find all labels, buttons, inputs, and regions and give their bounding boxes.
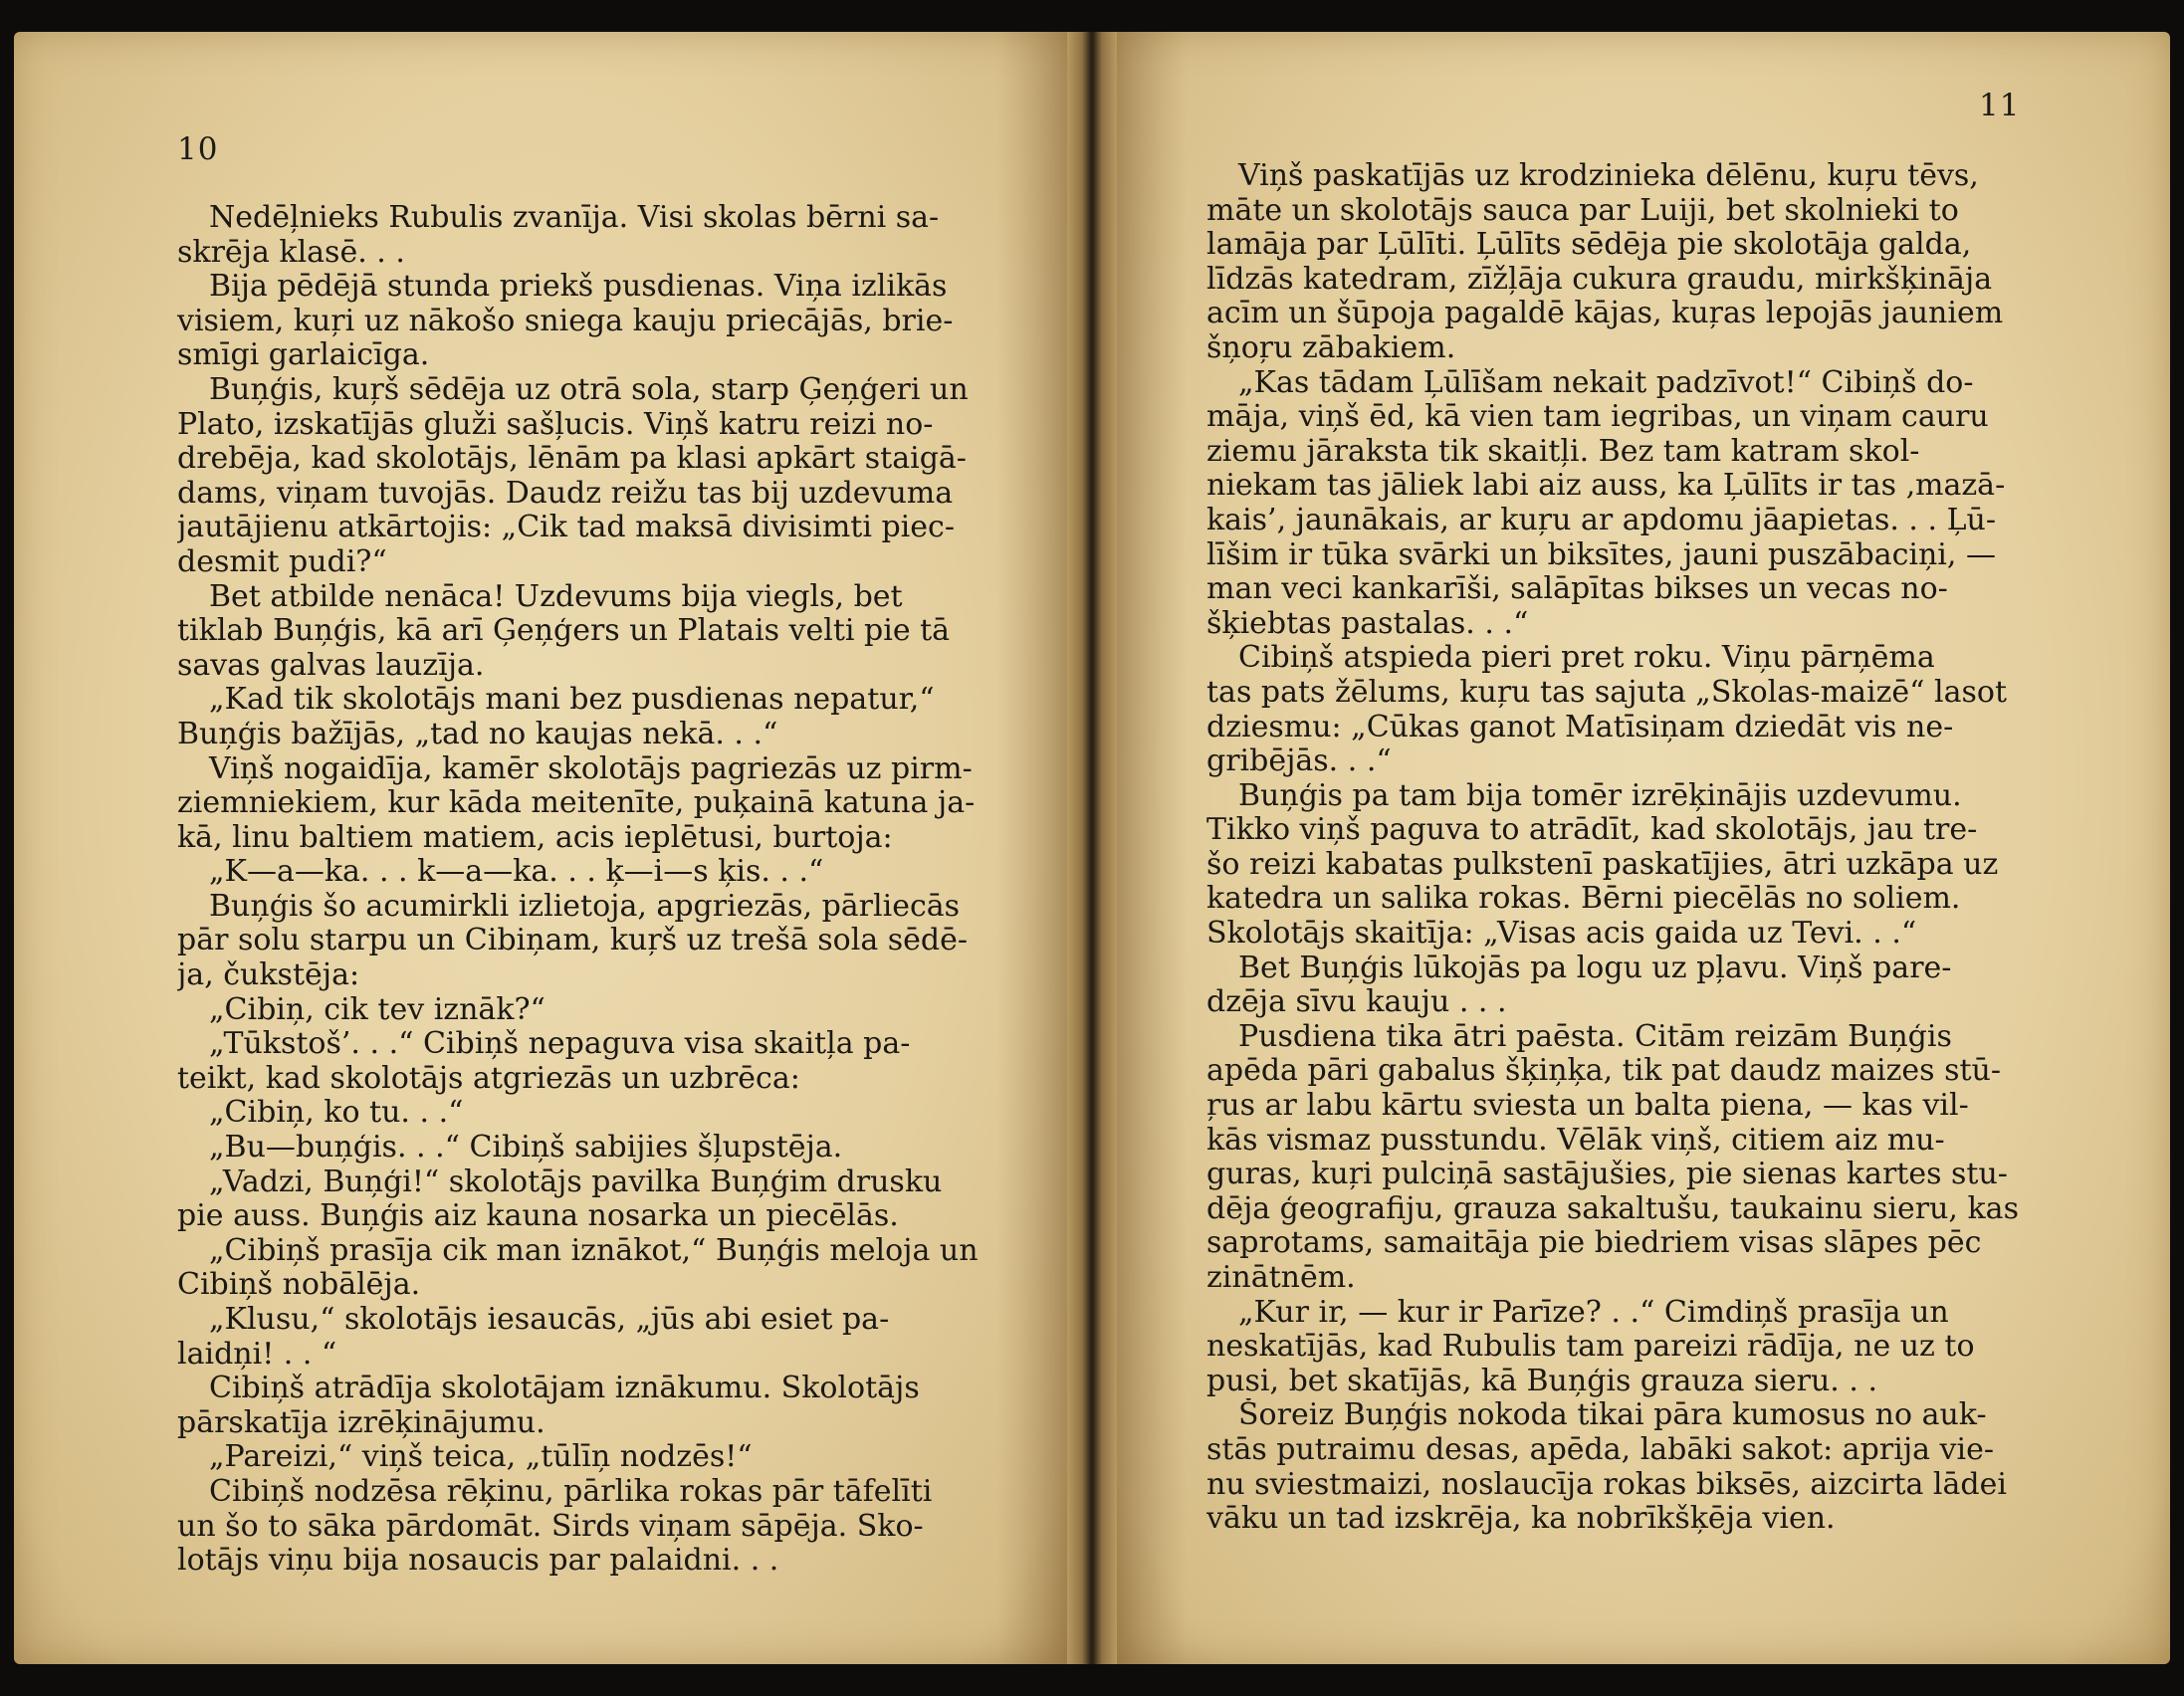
- text-line: katedra un salika rokas. Bērni piecēlās no soliem.: [1206, 882, 1961, 917]
- text-line: man veci kankarīši, salāpītas bikses un vecas no-: [1206, 572, 1948, 607]
- text-line: pārskatīja izrēķinājumu.: [177, 1405, 546, 1440]
- text-line: niekam tas jāliek labi aiz auss, ka Ļūlīts ir tas ‚mazā-: [1206, 469, 2006, 504]
- text-line: Viņš paskatījās uz krodzinieka dēlēnu, kuŗu tēvs,: [1238, 159, 1979, 193]
- page-number: 11: [1979, 88, 2021, 123]
- text-line: Buņģis, kuŗš sēdēja uz otrā sola, starp Ģeņģeri un: [209, 372, 969, 407]
- text-line: Tikko viņš paguva to atrādīt, kad skolotājs, jau tre-: [1206, 813, 1978, 848]
- text-line: Cibiņš nodzēsa rēķinu, pārlika rokas pār tāfelīti: [209, 1474, 933, 1509]
- text-line: „Tūkstoš’. . .“ Cibiņš nepaguva visa skaitļa pa-: [209, 1027, 911, 1062]
- text-line: kais’, jaunākais, ar kuŗu ar apdomu jāapietas. . . Ļū-: [1206, 503, 1996, 537]
- text-line: „Klusu,“ skolotājs iesaucās, „jūs abi esiet pa-: [209, 1303, 890, 1337]
- text-line: Viņš nogaidīja, kamēr skolotājs pagriezās uz pirm-: [209, 751, 973, 786]
- page-number: 10: [177, 131, 219, 167]
- text-line: pār solu starpu un Cibiņam, kuŗš uz trešā sola sēdē-: [177, 924, 968, 958]
- text-line: pusi, bet skatījās, kā Buņģis grauza sieru. . .: [1206, 1364, 1877, 1398]
- text-line: māte un skolotājs sauca par Luiji, bet skolnieki to: [1206, 193, 1959, 228]
- text-line: lamāja par Ļūlīti. Ļūlīts sēdēja pie skolotāja galda,: [1206, 228, 1972, 263]
- text-line: ja, čukstēja:: [177, 958, 360, 993]
- text-line: un šo to sāka pārdomāt. Sirds viņam sāpēja. Sko-: [177, 1509, 924, 1544]
- text-line: pie auss. Buņģis aiz kauna nosarka un piecēlās.: [177, 1199, 899, 1234]
- text-line: laidņi! . . “: [177, 1337, 337, 1372]
- text-line: Plato, izskatījās gluži sašļucis. Viņš katru reizi no-: [177, 407, 934, 442]
- page-text: [1206, 159, 2021, 1537]
- text-line: šķiebtas pastalas. . .“: [1206, 606, 1529, 641]
- text-line: šo reizi kabatas pulkstenī paskatījies, ātri uzkāpa uz: [1206, 847, 1999, 882]
- text-line: savas galvas lauzīja.: [177, 648, 485, 683]
- text-line: Pusdiena tika ātri paēsta. Citām reizām Buņģis: [1238, 1019, 1952, 1054]
- text-line: Cibiņš nobālēja.: [177, 1268, 421, 1303]
- text-line: ŗus ar labu kārtu sviesta un balta piena, — kas vil-: [1206, 1089, 1969, 1124]
- left-page: [14, 32, 1067, 1664]
- text-line: tiklab Buņģis, kā arī Ģeņģers un Platais velti pie tā: [177, 614, 951, 649]
- text-line: „Bu—buņģis. . .“ Cibiņš sabijies šļupstēja.: [209, 1131, 843, 1166]
- text-line: Bet Buņģis lūkojās pa logu uz pļavu. Viņš pare-: [1238, 951, 1952, 985]
- text-line: šņoŗu zābakiem.: [1206, 330, 1456, 365]
- text-line: apēda pāri gabalus šķiņķa, tik pat daudz maizes stū-: [1206, 1054, 2002, 1089]
- text-line: nu sviestmaizi, noslaucīja rokas biksēs, aizcirta lādei: [1206, 1467, 2007, 1502]
- text-line: saprotams, samaitāja pie biedriem visas slāpes pēc: [1206, 1226, 1982, 1261]
- text-line: Skolotājs skaitīja: „Visas acis gaida uz Tevi. . .“: [1206, 917, 1917, 952]
- text-line: skrēja klasē. . .: [177, 235, 405, 270]
- book-gutter: [1067, 32, 1117, 1664]
- text-line: „Kur ir, — kur ir Parīze? . .“ Cimdiņš prasīja un: [1238, 1295, 1949, 1330]
- text-line: „K—a—ka. . . k—a—ka. . . ķ—i—s ķis. . .“: [209, 855, 824, 890]
- text-line: Cibiņš atrādīja skolotājam iznākumu. Skolotājs: [209, 1372, 920, 1406]
- text-line: māja, viņš ēd, kā vien tam iegribas, un viņam cauru: [1206, 400, 1989, 435]
- text-line: lotājs viņu bija nosaucis par palaidni. . .: [177, 1544, 779, 1579]
- text-line: „Vadzi, Buņģi!“ skolotājs pavilka Buņģim drusku: [209, 1165, 943, 1199]
- text-line: līdzās katedram, zīžļāja cukura graudu, mirkšķināja: [1206, 262, 1993, 297]
- text-line: Buņģis šo acumirkli izlietoja, apgriezās, pārliecās: [209, 889, 961, 924]
- text-line: ziemu jāraksta tik skaitļi. Bez tam katram skol-: [1206, 434, 1920, 469]
- text-line: dams, viņam tuvojās. Daudz reižu tas bij uzdevuma: [177, 476, 954, 511]
- text-line: līšim ir tūka svārki un biksītes, jauni puszābaciņi, —: [1206, 537, 1996, 572]
- text-line: „Cibiņ, cik tev iznāk?“: [209, 992, 546, 1027]
- text-line: visiem, kuŗi uz nākošo sniega kauju priecājās, brie-: [177, 304, 954, 338]
- page-text: [177, 201, 1001, 1579]
- text-line: neskatījās, kad Rubulis tam pareizi rādīja, ne uz to: [1206, 1330, 1975, 1365]
- text-line: kās vismaz pusstundu. Vēlāk viņš, citiem aiz mu-: [1206, 1123, 1945, 1158]
- text-line: teikt, kad skolotājs atgriezās un uzbrēca:: [177, 1061, 800, 1096]
- text-line: drebēja, kad skolotājs, lēnām pa klasi apkārt staigā-: [177, 442, 967, 477]
- text-line: Buņģis pa tam bija tomēr izrēķinājis uzdevumu.: [1238, 778, 1962, 813]
- text-line: Šoreiz Buņģis nokoda tikai pāra kumosus no auk-: [1238, 1398, 1987, 1433]
- text-line: gribējās. . .“: [1206, 744, 1392, 779]
- text-line: kā, linu baltiem matiem, acis ieplētusi, burtoja:: [177, 820, 893, 855]
- text-line: stās putraimu desas, apēda, labāki sakot: aprija vie-: [1206, 1432, 1994, 1467]
- right-page: [1117, 32, 2170, 1664]
- text-line: Nedēļnieks Rubulis zvanīja. Visi skolas bērni sa-: [209, 201, 940, 235]
- text-line: Bet atbilde nenāca! Uzdevums bija viegls, bet: [209, 579, 903, 614]
- text-line: dēja ģeografiju, grauza sakaltušu, taukainu sieru, kas: [1206, 1191, 2019, 1226]
- text-line: „Cibiņš prasīja cik man iznākot,“ Buņģis meloja un: [209, 1233, 979, 1268]
- text-line: „Pareizi,“ viņš teica, „tūlīņ nodzēs!“: [209, 1440, 753, 1475]
- text-line: smīgi garlaicīga.: [177, 338, 430, 373]
- text-line: „Cibiņ, ko tu. . .“: [209, 1096, 464, 1131]
- text-line: „Kad tik skolotājs mani bez pusdienas nepatur,“: [209, 683, 935, 718]
- text-line: vāku un tad izskrēja, ka nobrīkšķēja vien.: [1206, 1502, 1836, 1537]
- text-line: Buņģis bažījās, „tad no kaujas nekā. . .“: [177, 717, 778, 751]
- text-line: dzēja sīvu kauju . . .: [1206, 985, 1507, 1020]
- text-line: acīm un šūpoja pagaldē kājas, kuŗas lepojās jauniem: [1206, 297, 2004, 331]
- text-line: dziesmu: „Cūkas ganot Matīsiņam dziedāt vis ne-: [1206, 710, 1954, 744]
- text-line: zinātnēm.: [1206, 1261, 1356, 1295]
- text-line: desmit pudi?“: [177, 544, 387, 579]
- text-line: guras, kuŗi pulciņā sastājušies, pie sienas kartes stu-: [1206, 1158, 2008, 1192]
- text-line: ziemniekiem, kur kāda meitenīte, puķainā katuna ja-: [177, 786, 976, 821]
- text-line: jautājienu atkārtojis: „Cik tad maksā divisimti piec-: [177, 511, 955, 545]
- text-line: „Kas tādam Ļūlīšam nekait padzīvot!“ Cibiņš do-: [1238, 365, 1974, 400]
- text-line: tas pats žēlums, kuŗu tas sajuta „Skolas-maizē“ lasot: [1206, 675, 2007, 710]
- text-line: Cibiņš atspieda pieri pret roku. Viņu pārņēma: [1238, 641, 1935, 676]
- text-line: Bija pēdējā stunda priekš pusdienas. Viņa izlikās: [209, 270, 948, 305]
